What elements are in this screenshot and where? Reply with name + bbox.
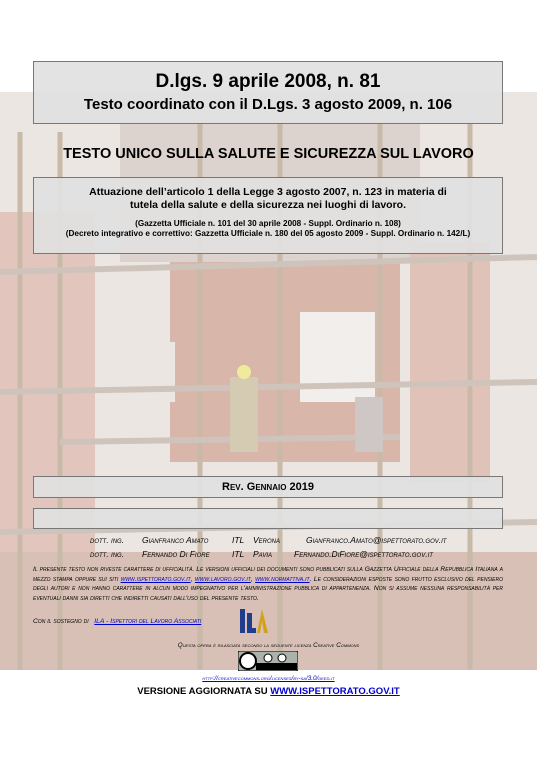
ila-logo[interactable] (240, 609, 268, 633)
gazzetta-correttivo: (Decreto integrativo e correttivo: Gazzetta Ufficiale n. 180 del 05 agosto 2009 - Suppl. Ordinario n. 142/L) (65, 229, 471, 238)
link-ispettorato[interactable]: www.ispettorato.gov.it (120, 575, 191, 583)
author-org: ITL (232, 535, 245, 545)
author-name: Fernando Di Fiore (142, 549, 210, 559)
main-heading: TESTO UNICO SULLA SALUTE E SICUREZZA SUL LAVORO (63, 146, 474, 162)
support-line (33, 618, 201, 625)
version-line (0, 686, 537, 697)
cc-by-sa-badge[interactable] (238, 651, 298, 671)
gazzetta-reference: (Gazzetta Ufficiale n. 101 del 30 aprile 2008 - Suppl. Ordinario n. 108) (135, 219, 401, 228)
separator: , (250, 575, 256, 583)
disclaimer-text (33, 565, 503, 603)
author-city: Pavia (253, 549, 273, 559)
disclaimer-part1: Il presente testo non riveste carattere di ufficialità. Le versioni ufficiali dei documenti sono pubblicati sulla Gazzetta Ufficiale della Repubblica Italiana a mezzo stampa oppure sui siti (33, 566, 503, 583)
info-description: Attuazione dell’articolo 1 della Legge 3 agosto 2007, n. 123 in materia di tutela della salute e della sicurezza nei luoghi di lavoro. (89, 186, 447, 211)
separator: , (190, 575, 195, 583)
author-org: ITL (232, 549, 245, 559)
version-prefix: VERSIONE AGGIORNATA SU (137, 686, 271, 697)
author-row (0, 535, 537, 547)
author-email[interactable]: Gianfranco.Amato@ispettorato.gov.it (306, 535, 447, 545)
author-row (0, 549, 537, 561)
license-url[interactable]: http://creativecommons.org/licenses/by-sa/3.0/deed.it (202, 675, 335, 682)
author-title: dott. ing. (90, 535, 125, 545)
author-city: Verona (253, 535, 281, 545)
document-title: D.lgs. 9 aprile 2008, n. 81 (155, 71, 381, 92)
disclaimer-part2: . Le considerazioni esposte sono frutto esclusivo del pensiero degli autori e non hanno carattere in alcun modo impegnativo per l'amministrazione pubblica di appartenenza. Non si assume nessuna responsabilità per eventuali danni sia diretti che indiretti causati dall'uso del presente testo. (33, 575, 503, 602)
ispettorato-link[interactable]: WWW.ISPETTORATO.GOV.IT (270, 686, 400, 697)
ila-link[interactable]: ILA - Ispettori del Lavoro Associati (94, 618, 202, 625)
author-name: Gianfranco Amato (142, 535, 209, 545)
license-text: Questa opera è rilasciata secondo la seguente licenza Creative Commons (177, 642, 360, 649)
author-title: dott. ing. (90, 549, 125, 559)
document-subtitle: Testo coordinato con il D.Lgs. 3 agosto 2009, n. 106 (83, 96, 453, 113)
title-box (33, 61, 503, 124)
link-normattiva[interactable]: www.normattiva.it (255, 575, 310, 583)
empty-box (33, 508, 503, 529)
support-prefix: Con il sostegno di (33, 618, 89, 625)
info-box (33, 177, 503, 254)
link-lavoro[interactable]: www.lavoro.gov.it (194, 575, 251, 583)
author-email[interactable]: Fernando.DiFiore@ispettorato.gov.it (294, 549, 433, 559)
revision-label: Rev. Gennaio 2019 (33, 476, 503, 498)
